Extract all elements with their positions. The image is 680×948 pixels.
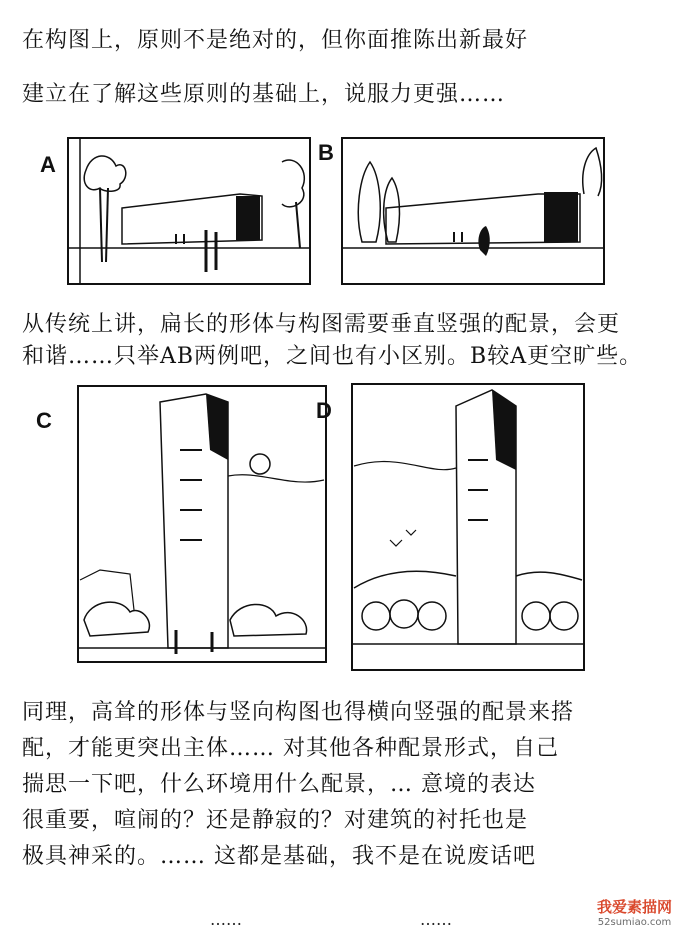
sketch-c-drawing [30, 380, 330, 670]
text-line: 极具神采的。…… 这都是基础，我不是在说废话吧 [22, 844, 536, 869]
text-line: 同理，高耸的形体与竖向构图也得横向竖强的配景来搭 [22, 700, 575, 725]
sketch-d-drawing [310, 380, 590, 680]
signature-right: …… [420, 910, 452, 929]
signature-left: …… [210, 910, 242, 929]
panel-label-c: C [36, 408, 52, 433]
text-line: 配，才能更突出主体…… 对其他各种配景形式，自己 [22, 736, 559, 761]
text-line: 很重要，喧闹的？还是静寂的？对建筑的衬托也是 [22, 808, 529, 833]
sketch-b-drawing [318, 132, 618, 292]
sketch-panel-c [30, 380, 330, 670]
watermark [597, 896, 672, 928]
panel-label-b: B [318, 140, 334, 165]
panel-label-a: A [40, 152, 56, 177]
text-line: 和谐……只举AB两例吧，之间也有小区别。B较A更空旷些。 [22, 344, 643, 369]
text-line: 建立在了解这些原则的基础上，说服力更强…… [22, 82, 506, 107]
panel-label-d: D [316, 398, 332, 423]
text-line: 从传统上讲，扁长的形体与构图需要垂直竖强的配景，会更 [22, 312, 621, 337]
watermark-title: 我爱素描网 [596, 898, 672, 916]
sketch-panel-b [318, 132, 618, 292]
text-line: 在构图上，原则不是绝对的，但你面推陈出新最好 [22, 28, 529, 53]
sketch-panel-d [310, 380, 590, 680]
sketch-panel-a [40, 132, 320, 292]
text-line: 揣思一下吧，什么环境用什么配景，… 意境的表达 [22, 772, 536, 797]
watermark-url: 52sumiao.com [597, 917, 672, 928]
sketch-a-drawing [40, 132, 320, 292]
